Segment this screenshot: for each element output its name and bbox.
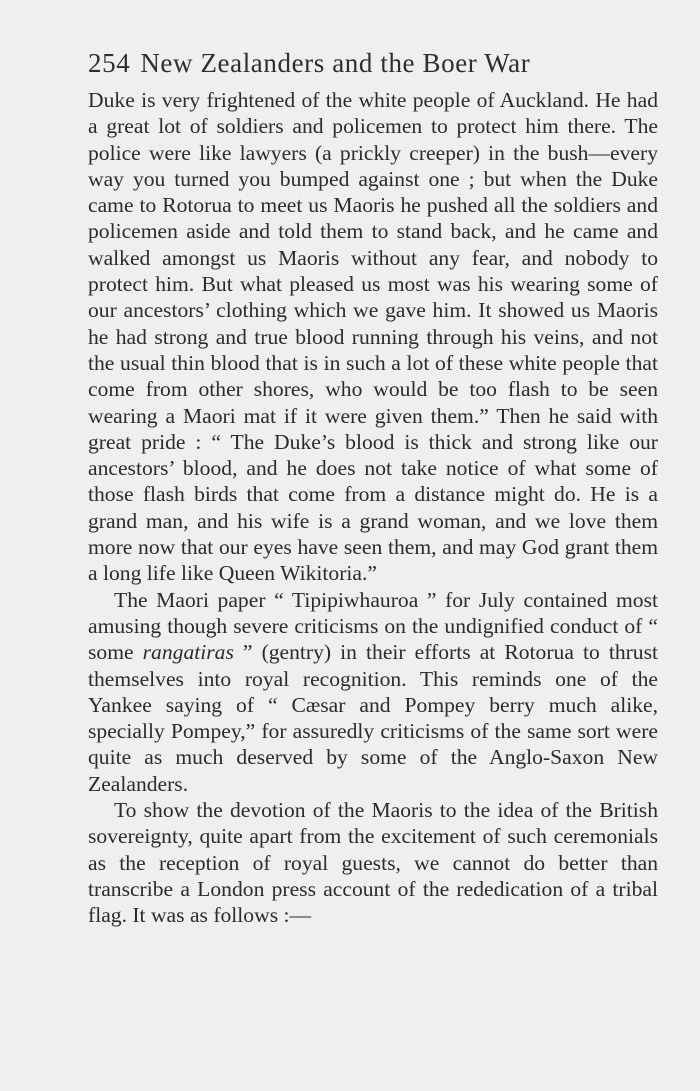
italic-term: rangatiras (142, 640, 234, 665)
body-text (88, 87, 658, 929)
paragraph-text: The Maori paper “ Tipipiwhauroa ” for July contained most amusing though severe criticisms on the undignified conduct of “ some (88, 587, 658, 665)
book-page (88, 48, 658, 929)
running-header (88, 48, 658, 79)
paragraph-continuation (88, 87, 658, 587)
page-number: 254 (88, 48, 131, 78)
paragraph-text: ” (gentry) in their efforts at Rotorua to thrust themselves into royal recognition. This reminds one of the Yankee saying of “ Cæsar and Pompey berry much alike, specially Pompey,” for assuredly criticisms of the same sort were quite as much deserved by some of the Anglo-Saxon New Zealanders. (88, 640, 659, 796)
paragraph-maori-paper (88, 587, 658, 797)
running-title: New Zealanders and the Boer War (140, 48, 531, 78)
paragraph-text: Duke is very frightened of the white people of Auckland. He had a great lot of soldiers and policemen to protect him there. The police were like lawyers (a prickly creeper) in the bush—every way you turned you bumped against one ; but when the Duke came to Rotorua to meet us Maoris he pushed all the soldiers and policemen aside and told them to stand back, and he came and walked amongst us Maoris without any fear, and nobody to protect him. But what pleased us most was his wearing some of our ancestors’ clothing which we gave him. It showed us Maoris he had strong and true blood running through his veins, and not the usual thin blood that is in such a lot of these white people that come from other shores, who would be too flash to be seen wearing a Maori mat if it were given them.” Then he said with great pride : “ The Duke’s blood is thick and strong like our ancestors’ blood, and he does not take notice of what some of those flash birds that come from a distance might do. He is a grand man, and his wife is a grand woman, and we love them more now that our eyes have seen them, and may God grant them a long life like Queen Wikitoria.” (88, 88, 658, 586)
paragraph-text: To show the devotion of the Maoris to the idea of the British sovereignty, quite apart from the excitement of such ceremonials as the reception of royal guests, we cannot do better than transcribe a London press account of the rededication of a tribal flag. It was as follows :— (88, 798, 658, 928)
paragraph-flag (88, 797, 658, 928)
